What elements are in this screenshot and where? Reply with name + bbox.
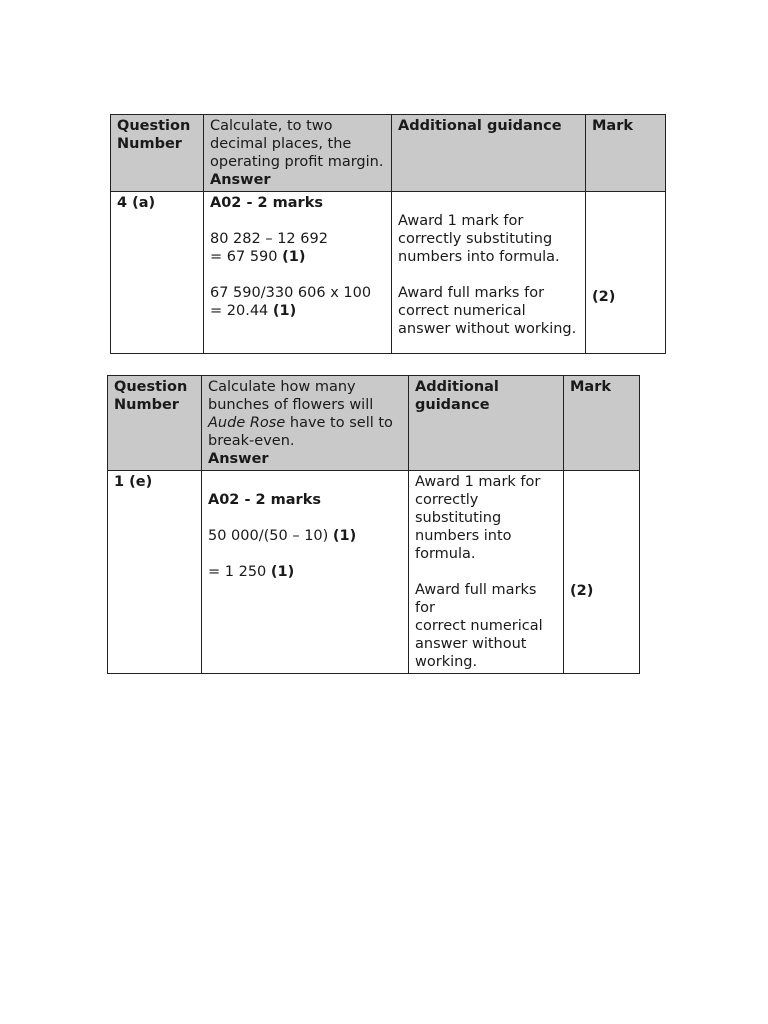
prompt-line [208,414,402,432]
prompt-line: break-even. [208,433,295,449]
table-row [108,471,640,674]
answer-cell [202,471,409,674]
question-number-cell [111,192,204,354]
answer-label: Answer [208,451,269,467]
working-line: 67 590/330 606 x 100 [210,285,372,301]
guidance-line: numbers into formula. [398,249,560,265]
working-text: = 1 250 [208,564,271,580]
header-label: guidance [415,397,490,413]
guidance-line: correctly substituting [398,231,553,247]
working-line [208,527,402,545]
table-header-row [108,376,640,471]
guidance-line: substituting [415,510,502,526]
working-text: = 20.44 [210,303,273,319]
guidance-line: correct numerical [398,303,526,319]
mark-cell [564,471,640,674]
question-number: 4 (a) [117,195,156,211]
mark-allocation: (1) [270,564,295,580]
guidance-header [392,115,586,192]
guidance-line: working. [415,654,478,670]
mark-allocation: (1) [282,249,306,265]
guidance-line: Award full marks for [398,285,545,301]
total-mark: (2) [592,288,616,305]
working-line [210,248,385,266]
question-number-header [111,115,204,192]
table-header-row [111,115,666,192]
guidance-line: answer without [415,636,527,652]
guidance-cell [409,471,564,674]
total-mark: (2) [570,583,594,599]
mark-header [564,376,640,471]
prompt-line: Calculate how many [208,379,356,395]
guidance-line: Award 1 mark for [415,474,541,490]
prompt-line: bunches of flowers will [208,397,374,413]
guidance-header [409,376,564,471]
guidance-line: numbers into [415,528,512,544]
working-text: 50 000/(50 – 10) [208,528,333,544]
mark-scheme-table-4a [110,114,666,354]
guidance-line: answer without working. [398,321,577,337]
header-label: Additional guidance [398,118,562,134]
answer-cell [204,192,392,354]
table-row [111,192,666,354]
mark-allocation: (1) [332,528,357,544]
guidance-cell [392,192,586,354]
business-name: Aude Rose [208,415,286,431]
guidance-line: Award 1 mark for [398,213,524,229]
question-number-header [108,376,202,471]
guidance-line: Award full marks for [415,582,537,616]
guidance-line: correctly [415,492,479,508]
guidance-line: formula. [415,546,476,562]
answer-label: Answer [210,172,271,188]
mark-cell [586,192,666,354]
header-label: Mark [570,379,612,395]
question-prompt-header [202,376,409,471]
question-number-cell [108,471,202,674]
working-line [210,302,385,320]
header-label: Number [114,397,179,413]
working-line: 80 282 – 12 692 [210,231,328,247]
header-label: Number [117,136,182,152]
header-label: Mark [592,118,634,134]
question-number: 1 (e) [114,474,153,490]
header-label: Question [117,118,191,134]
working-line [208,563,402,581]
mark-scheme-table-1e [107,375,640,674]
header-label: Additional [415,379,499,395]
mark-header [586,115,666,192]
prompt-text: have to sell to [285,415,393,431]
working-text: = 67 590 [210,249,283,265]
question-prompt-header [204,115,392,192]
prompt-line: operating profit margin. [210,154,384,170]
mark-allocation: (1) [272,303,297,319]
prompt-line: Calculate, to two [210,118,333,134]
assessment-objective-heading: A02 - 2 marks [208,492,321,508]
guidance-line: correct numerical [415,618,543,634]
header-label: Question [114,379,188,395]
prompt-line: decimal places, the [210,136,352,152]
assessment-objective-heading: A02 - 2 marks [210,195,323,211]
